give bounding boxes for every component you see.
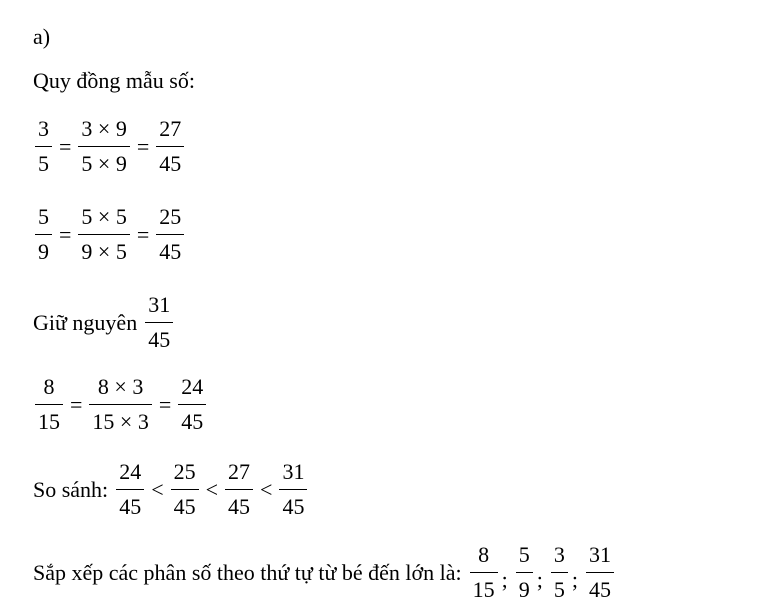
denominator: 9 [38, 239, 49, 264]
numerator: 3 [38, 116, 49, 141]
fraction [156, 200, 184, 269]
fraction [35, 200, 52, 269]
denominator: 45 [589, 577, 612, 602]
numerator: 8 [43, 374, 55, 399]
fraction [156, 112, 184, 181]
equals-sign: = [136, 221, 150, 247]
numerator: 24 [181, 374, 204, 399]
equation-5-9 [33, 200, 186, 269]
numerator: 3 × 9 [81, 116, 127, 141]
less-than-sign: < [205, 476, 219, 502]
numerator: 31 [148, 292, 171, 317]
order-line [33, 538, 616, 607]
keep-line [33, 288, 175, 357]
semicolon: ; [536, 567, 543, 592]
denominator: 45 [148, 327, 171, 352]
denominator: 5 [38, 151, 49, 176]
semicolon: ; [501, 567, 508, 592]
numerator: 8 [478, 542, 490, 567]
equals-sign: = [59, 221, 72, 247]
equation-3-5 [33, 112, 186, 181]
less-than-sign: < [260, 476, 273, 502]
numerator: 5 [38, 204, 49, 229]
fraction [516, 538, 533, 607]
compare-text: So sánh: [33, 476, 109, 502]
denominator: 9 × 5 [81, 239, 127, 264]
fraction [116, 455, 144, 524]
numerator: 27 [228, 459, 251, 484]
fraction [551, 538, 568, 607]
compare-line [33, 455, 309, 524]
fraction [470, 538, 498, 607]
denominator: 5 [553, 577, 565, 602]
numerator: 3 [553, 542, 565, 567]
fraction [586, 538, 614, 607]
keep-text: Giữ nguyên [33, 309, 138, 335]
numerator: 31 [282, 459, 305, 484]
denominator: 45 [159, 239, 182, 264]
denominator: 45 [159, 151, 182, 176]
numerator: 25 [173, 459, 196, 484]
fraction [89, 370, 151, 439]
fraction [225, 455, 253, 524]
equals-sign: = [59, 133, 72, 159]
fraction [35, 112, 52, 181]
numerator: 5 [518, 542, 530, 567]
fraction [35, 370, 63, 439]
less-than-sign: < [151, 476, 164, 502]
semicolon: ; [571, 567, 579, 592]
denominator: 45 [173, 494, 196, 519]
denominator: 15 [472, 577, 495, 602]
numerator: 8 × 3 [97, 374, 144, 399]
fraction [171, 455, 199, 524]
order-text: Sắp xếp các phân số theo thứ tự từ bé đến lớn là: [33, 559, 462, 585]
equals-sign: = [158, 391, 172, 417]
numerator: 25 [159, 204, 182, 229]
equals-sign: = [70, 391, 83, 417]
denominator: 15 × 3 [92, 409, 149, 434]
denominator: 45 [181, 409, 204, 434]
fraction [178, 370, 206, 439]
denominator: 45 [119, 494, 142, 519]
equals-sign: = [136, 133, 150, 159]
fraction [78, 112, 129, 181]
numerator: 31 [589, 542, 612, 567]
numerator: 27 [159, 116, 182, 141]
equation-8-15 [33, 370, 208, 439]
part-label-text: a) [33, 24, 51, 49]
fraction [279, 455, 307, 524]
heading [33, 68, 195, 94]
denominator: 5 × 9 [81, 151, 127, 176]
denominator: 45 [228, 494, 251, 519]
part-label [33, 24, 50, 50]
numerator: 5 × 5 [81, 204, 127, 229]
denominator: 15 [38, 409, 60, 434]
heading-text: Quy đồng mẫu số: [33, 68, 195, 93]
fraction [78, 200, 129, 269]
denominator: 9 [518, 577, 530, 602]
denominator: 45 [282, 494, 305, 519]
numerator: 24 [119, 459, 142, 484]
fraction [145, 288, 173, 357]
